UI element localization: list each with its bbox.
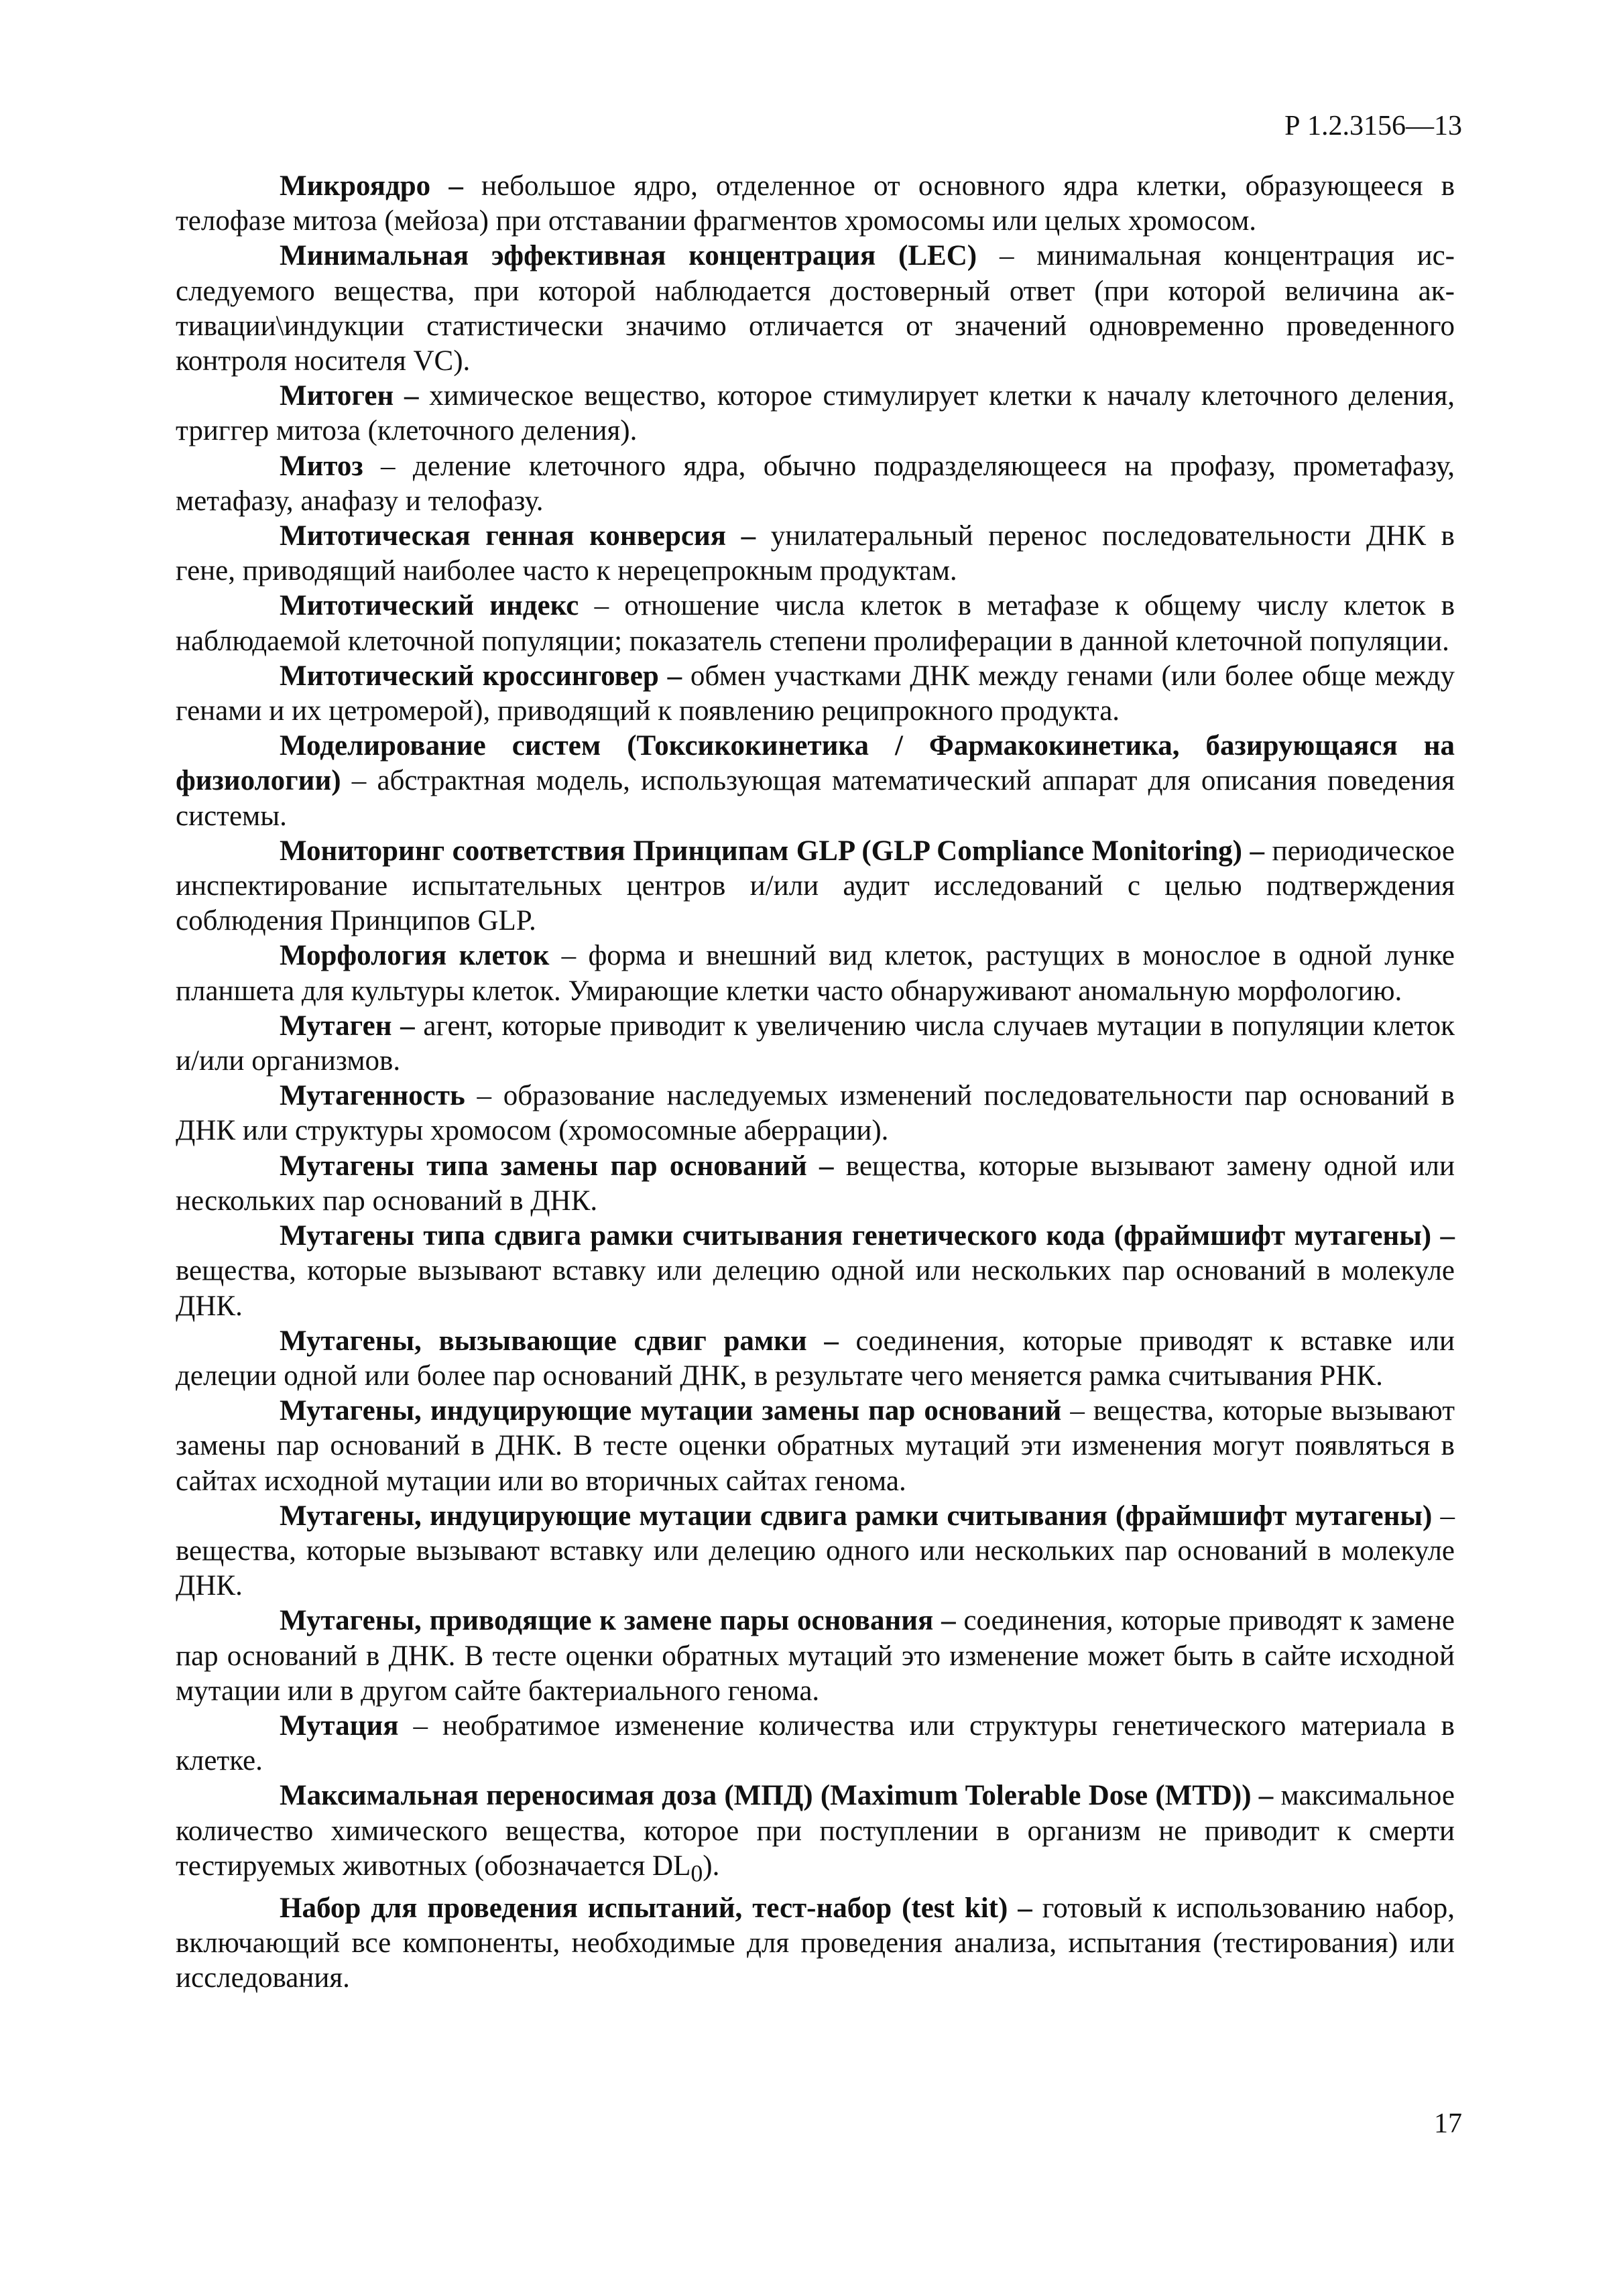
glossary-definition: – необратимое изменение количества или структуры генетического материала в клетке. <box>176 1709 1455 1777</box>
glossary-definition: агент, которые приводит к увеличению числа случаев мутации в популяции клеток и/или организмов. <box>176 1010 1455 1077</box>
glossary-entry <box>176 1219 1455 1324</box>
glossary-definition: – абстрактная модель, использующая математический аппарат для описания поведения системы. <box>176 765 1455 832</box>
glossary-definition: вещества, которые вызывают вставку или делецию одной или нескольких пар оснований в молекуле ДНК. <box>176 1255 1455 1322</box>
subscript-zero: 0 <box>690 1860 703 1887</box>
glossary-term: Морфология клеток <box>280 940 550 972</box>
glossary-term: Мутагены, индуцирующие мутации замены пар оснований <box>280 1395 1062 1427</box>
glossary-definition: – вещества, которые вызывают замены пар оснований в ДНК. В тесте оценки обратных мутаций эти изменения могут появляться в сайтах исходной мутации или во вторичных сайтах генома. <box>176 1395 1455 1497</box>
glossary-entry <box>176 1149 1455 1219</box>
glossary-entry <box>176 1891 1455 1996</box>
glossary-term: Мутагенность <box>280 1080 465 1112</box>
document-code: Р 1.2.3156—13 <box>1284 111 1462 141</box>
glossary-definition: унилатеральный перенос последовательности ДНК в гене, приводящий наиболее часто к нерецепрокным продуктам. <box>176 520 1455 587</box>
glossary-term: Мутагены типа замены пар оснований – <box>280 1150 834 1182</box>
glossary-entry <box>176 519 1455 589</box>
glossary-definition: – образование наследуемых изменений последовательности пар оснований в ДНК или структуры хромосом (хромосомные аберрации). <box>176 1080 1455 1147</box>
glossary-definition: вещества, которые вызывают замену одной или нескольких пар оснований в ДНК. <box>176 1150 1455 1217</box>
glossary-definition: соединения, которые приводят к замене пар оснований в ДНК. В тесте оценки обратных мутаций это изменение может быть в сайте исходной мутации или в другом сайте бактериального генома. <box>176 1605 1455 1707</box>
glossary-definition: обмен участками ДНК между генами (или более обще между генами и их цетромерой), приводящий к появлению реципрокного продукта. <box>176 660 1455 727</box>
glossary-entry <box>176 169 1455 239</box>
glossary-entry <box>176 1709 1455 1778</box>
glossary-entry <box>176 1324 1455 1394</box>
glossary-entry <box>176 1499 1455 1604</box>
glossary-entry <box>176 379 1455 448</box>
glossary-definition: – форма и внешний вид клеток, растущих в монослое в одной лунке планшета для культуры клеток. Умирающие клетки часто обнаруживают аномальную морфологию. <box>176 940 1455 1007</box>
glossary-entry <box>176 449 1455 519</box>
glossary-definition: соединения, которые приводят к вставке или делеции одной или более пар оснований ДНК, в результате чего меняется рамка считывания РНК. <box>176 1325 1455 1392</box>
glossary-definition: – деление клеточного ядра, обычно подразделяющееся на профазу, прометафазу, метафазу, анафазу и телофазу. <box>176 450 1455 517</box>
glossary-definition: химическое вещество, которое стимулирует клетки к началу клеточного деления, триггер митоза (клеточного деления). <box>176 380 1455 447</box>
glossary-definition: небольшое ядро, отделенное от основного ядра клетки, образующееся в телофазе митоза (мейоза) при отставании фрагментов хромосомы или целых хромосом. <box>176 170 1455 237</box>
glossary-entry <box>176 239 1455 379</box>
glossary-entry <box>176 659 1455 729</box>
glossary-entry <box>176 1079 1455 1148</box>
glossary-entry <box>176 1604 1455 1709</box>
glossary-definition-end: ). <box>703 1850 720 1882</box>
glossary-entry <box>176 729 1455 834</box>
glossary-term: Митотическая генная конверсия – <box>280 520 756 552</box>
glossary-term: Моделирование систем (Токсикокинетика / Фармакокинетика, базирующаяся на физиологии) <box>176 730 1455 797</box>
glossary-definition: – минимальная концентрация исследуемого вещества, при которой наблюдается достоверный ответ (при которой величина активации\индукции статистически значимо отличается от значений одновременно проведенного контроля носителя VC). <box>176 240 1455 377</box>
glossary-entry <box>176 939 1455 1008</box>
glossary-entries <box>176 169 1455 1996</box>
glossary-term: Минимальная эффективная концентрация (LEC) <box>280 240 977 272</box>
glossary-term: Мутагены, вызывающие сдвиг рамки – <box>280 1325 839 1357</box>
glossary-term: Мониторинг соответствия Принципам GLP (GLP Compliance Monitoring) – <box>280 835 1265 867</box>
glossary-entry <box>176 834 1455 939</box>
glossary-definition: – вещества, которые вызывают вставку или делецию одного или нескольких пар оснований в молекуле ДНК. <box>176 1500 1455 1602</box>
glossary-entry <box>176 1394 1455 1499</box>
glossary-term: Митотический индекс <box>280 590 579 622</box>
glossary-term: Мутаген – <box>280 1010 415 1042</box>
glossary-term: Мутагены, индуцирующие мутации сдвига рамки считывания (фраймшифт мутагены) <box>280 1500 1433 1532</box>
glossary-term: Мутагены типа сдвига рамки считывания генетического кода (фраймшифт мутагены) – <box>280 1220 1455 1252</box>
glossary-entry <box>176 1009 1455 1079</box>
glossary-term: Митоз <box>280 450 363 482</box>
glossary-term: Микроядро – <box>280 170 463 202</box>
glossary-term: Максимальная переносимая доза (МПД) (Maximum Tolerable Dose (MTD)) – <box>280 1780 1274 1812</box>
glossary-term: Мутация <box>280 1709 399 1742</box>
glossary-definition: – отношение числа клеток в метафазе к общему числу клеток в наблюдаемой клеточной популяции; показатель степени пролиферации в данной клеточной популяции. <box>176 590 1455 657</box>
glossary-definition: максимальное количество химического вещества, которое при поступлении в организм не приводит к смерти тестируемых животных (обозначается DL <box>176 1780 1455 1882</box>
glossary-definition: готовый к использованию набор, включающий все компоненты, необходимые для проведения анализа, испытания (тестирования) или исследования. <box>176 1892 1455 1994</box>
glossary-entry <box>176 589 1455 658</box>
glossary-term: Мутагены, приводящие к замене пары основания – <box>280 1605 956 1637</box>
glossary-entry <box>176 1778 1455 1890</box>
glossary-term: Митотический кроссинговер – <box>280 660 682 692</box>
glossary-term: Митоген – <box>280 380 419 412</box>
page-number: 17 <box>1434 2108 1462 2139</box>
glossary-term: Набор для проведения испытаний, тест-набор (test kit) – <box>280 1892 1032 1924</box>
glossary-definition: периодическое инспектирование испытательных центров и/или аудит исследований с целью подтверждения соблюдения Принципов GLP. <box>176 835 1455 937</box>
